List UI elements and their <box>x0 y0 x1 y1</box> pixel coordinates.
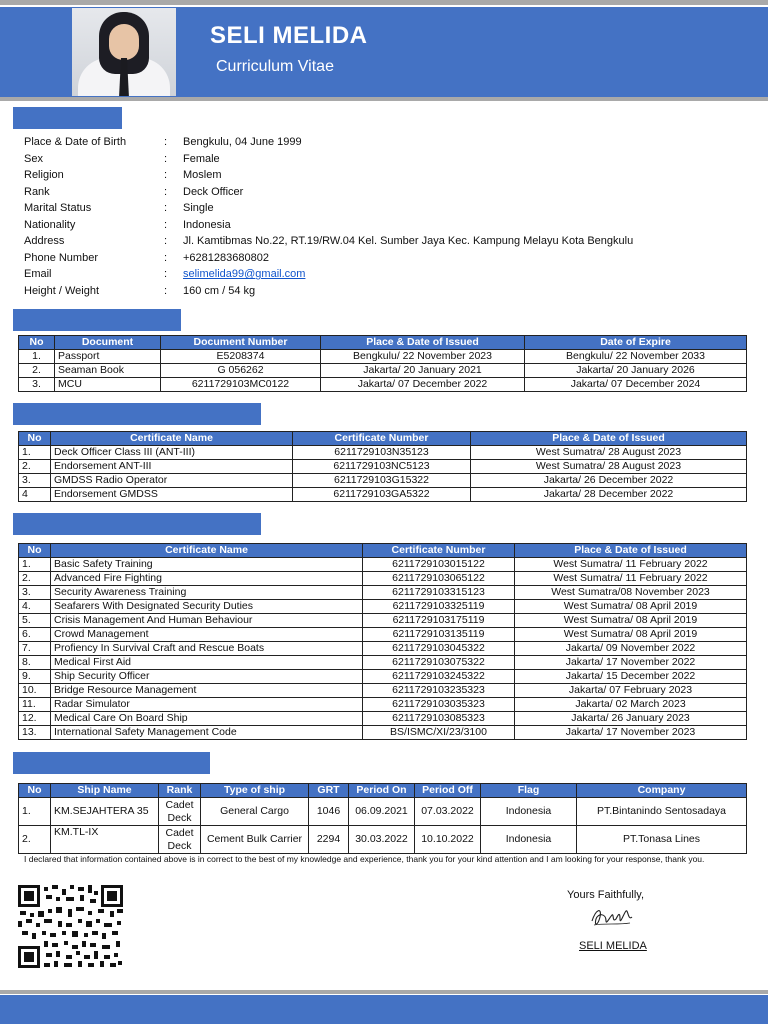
table-cell: Jakarta/ 09 November 2022 <box>515 642 747 656</box>
table-cell: Medical Care On Board Ship <box>51 712 363 726</box>
table-cell: 3. <box>19 474 51 488</box>
document-subtitle: Curriculum Vitae <box>216 58 334 75</box>
column-header: Certificate Name <box>51 544 363 558</box>
column-header: Type of ship <box>201 784 309 798</box>
footer-rule <box>0 990 768 994</box>
table-row <box>19 712 747 726</box>
table-cell: 07.03.2022 <box>415 798 481 826</box>
top-rule <box>0 0 768 5</box>
table-cell: 2. <box>19 826 51 854</box>
table-cell: 8. <box>19 656 51 670</box>
table-cell: 6211729103MC0122 <box>161 378 321 392</box>
column-header: No <box>19 432 51 446</box>
header-rule <box>0 97 768 101</box>
table-cell: GMDSS Radio Operator <box>51 474 293 488</box>
table-cell: 6211729103135119 <box>363 628 515 642</box>
info-colon: : <box>164 202 168 215</box>
table-cell: 6211729103315123 <box>363 586 515 600</box>
table-cell: 10.10.2022 <box>415 826 481 854</box>
table-cell: 6211729103NC5123 <box>293 460 471 474</box>
column-header: Certificate Number <box>363 544 515 558</box>
table-cell: Jakarta/ 20 January 2021 <box>321 364 525 378</box>
table-cell: 13. <box>19 726 51 740</box>
table-cell: KM.SEJAHTERA 35 <box>51 798 159 826</box>
table-row <box>19 364 747 378</box>
table-cell: Jakarta/ 20 January 2026 <box>525 364 747 378</box>
table-cell: 10. <box>19 684 51 698</box>
table-cell: 2. <box>19 460 51 474</box>
column-header: Place & Date of Issued <box>321 336 525 350</box>
table-cell: Endorsement GMDSS <box>51 488 293 502</box>
table-row <box>19 600 747 614</box>
table-row <box>19 826 747 854</box>
table-cell: Cadet Deck <box>159 798 201 826</box>
table-cell: Ship Security Officer <box>51 670 363 684</box>
table-cell: International Safety Management Code <box>51 726 363 740</box>
table-cell: West Sumatra/08 November 2023 <box>515 586 747 600</box>
table-cell: 1. <box>19 446 51 460</box>
table-cell: 6211729103235323 <box>363 684 515 698</box>
info-value: Female <box>183 152 220 165</box>
declaration-text: I declared that information contained above is in correct to the best of my knowledge and experience, thank you for your kind attention and I am looking for your response, thank you. <box>24 854 705 864</box>
table-row <box>19 558 747 572</box>
info-row <box>24 151 754 168</box>
table-header-row <box>19 544 747 558</box>
info-colon: : <box>164 185 168 198</box>
column-header: Ship Name <box>51 784 159 798</box>
column-header: Period Off <box>415 784 481 798</box>
info-label: Nationality <box>24 218 76 231</box>
info-colon: : <box>164 152 168 165</box>
column-header: Flag <box>481 784 577 798</box>
table-cell: 06.09.2021 <box>349 798 415 826</box>
column-header: GRT <box>309 784 349 798</box>
table-cell: 6211729103325119 <box>363 600 515 614</box>
table-row <box>19 698 747 712</box>
table-cell: PT.Bintanindo Sentosadaya <box>577 798 747 826</box>
info-label: Address <box>24 235 65 248</box>
table-cell: Security Awareness Training <box>51 586 363 600</box>
table-cell: Indonesia <box>481 826 577 854</box>
table-cell: West Sumatra/ 28 August 2023 <box>471 446 747 460</box>
info-value: Jl. Kamtibmas No.22, RT.19/RW.04 Kel. Sumber Jaya Kec. Kampung Melayu Kota Bengkulu <box>183 235 634 248</box>
competency-table <box>18 431 747 502</box>
info-row <box>24 233 754 250</box>
competency-section-bar <box>13 403 261 425</box>
info-colon: : <box>164 169 168 182</box>
info-colon: : <box>164 284 168 297</box>
sea-experience-section-bar <box>13 752 210 774</box>
table-cell: General Cargo <box>201 798 309 826</box>
table-cell: 3. <box>19 586 51 600</box>
info-colon: : <box>164 136 168 149</box>
table-cell: Jakarta/ 07 December 2022 <box>321 378 525 392</box>
table-cell: G 056262 <box>161 364 321 378</box>
table-cell: Basic Safety Training <box>51 558 363 572</box>
profile-photo <box>72 8 176 96</box>
table-cell: BS/ISMC/XI/23/3100 <box>363 726 515 740</box>
table-cell: 3. <box>19 378 55 392</box>
info-value: +6281283680802 <box>183 251 269 264</box>
table-cell: PT.Tonasa Lines <box>577 826 747 854</box>
table-cell: Seaman Book <box>55 364 161 378</box>
proficiency-section-bar <box>13 513 261 535</box>
table-row <box>19 474 747 488</box>
info-value: Deck Officer <box>183 185 244 198</box>
column-header: Document <box>55 336 161 350</box>
info-label: Email <box>24 268 52 281</box>
table-cell: 2294 <box>309 826 349 854</box>
table-cell: KM.TL-IX <box>51 826 159 854</box>
table-cell: Jakarta/ 15 December 2022 <box>515 670 747 684</box>
table-row <box>19 614 747 628</box>
table-cell: Jakarta/ 17 November 2022 <box>515 656 747 670</box>
info-row <box>24 134 754 151</box>
table-cell: 6211729103075322 <box>363 656 515 670</box>
column-header: Period On <box>349 784 415 798</box>
table-row <box>19 460 747 474</box>
table-row <box>19 378 747 392</box>
table-cell: West Sumatra/ 11 February 2022 <box>515 558 747 572</box>
table-cell: 11. <box>19 698 51 712</box>
table-cell: Bengkulu/ 22 November 2033 <box>525 350 747 364</box>
table-cell: 7. <box>19 642 51 656</box>
table-cell: Radar Simulator <box>51 698 363 712</box>
table-row <box>19 656 747 670</box>
table-cell: 30.03.2022 <box>349 826 415 854</box>
table-row <box>19 488 747 502</box>
table-cell: Profiency In Survival Craft and Rescue Boats <box>51 642 363 656</box>
info-label: Height / Weight <box>24 284 100 297</box>
table-cell: Jakarta/ 07 February 2023 <box>515 684 747 698</box>
table-cell: 6211729103GA5322 <box>293 488 471 502</box>
info-row <box>24 283 754 300</box>
table-cell: Indonesia <box>481 798 577 826</box>
column-header: Certificate Name <box>51 432 293 446</box>
table-cell: 6211729103175119 <box>363 614 515 628</box>
info-value: Moslem <box>183 169 222 182</box>
table-row <box>19 586 747 600</box>
qr-code <box>18 885 123 968</box>
column-header: No <box>19 544 51 558</box>
table-cell: Passport <box>55 350 161 364</box>
info-value: Indonesia <box>183 218 231 231</box>
table-cell: E5208374 <box>161 350 321 364</box>
table-header-row <box>19 784 747 798</box>
table-cell: 1. <box>19 558 51 572</box>
table-cell: Bengkulu/ 22 November 2023 <box>321 350 525 364</box>
table-row <box>19 670 747 684</box>
info-row <box>24 250 754 267</box>
table-cell: Cadet Deck <box>159 826 201 854</box>
table-cell: West Sumatra/ 08 April 2019 <box>515 628 747 642</box>
table-cell: 6211729103G15322 <box>293 474 471 488</box>
table-row <box>19 798 747 826</box>
table-cell: Cement Bulk Carrier <box>201 826 309 854</box>
table-cell: Crowd Management <box>51 628 363 642</box>
table-cell: Jakarta/ 07 December 2024 <box>525 378 747 392</box>
table-row <box>19 628 747 642</box>
info-label: Rank <box>24 185 50 198</box>
documents-table <box>18 335 747 392</box>
info-colon: : <box>164 218 168 231</box>
info-value: 160 cm / 54 kg <box>183 284 256 297</box>
table-cell: Jakarta/ 26 December 2022 <box>471 474 747 488</box>
table-cell: West Sumatra/ 28 August 2023 <box>471 460 747 474</box>
table-cell: Jakarta/ 17 November 2023 <box>515 726 747 740</box>
table-row <box>19 684 747 698</box>
table-cell: West Sumatra/ 08 April 2019 <box>515 600 747 614</box>
table-cell: 9. <box>19 670 51 684</box>
column-header: Document Number <box>161 336 321 350</box>
table-cell: 6211729103N35123 <box>293 446 471 460</box>
column-header: Place & Date of Issued <box>471 432 747 446</box>
sea-experience-table <box>18 783 747 854</box>
personal-details <box>24 134 754 299</box>
documents-section-bar <box>13 309 181 331</box>
table-cell: Advanced Fire Fighting <box>51 572 363 586</box>
column-header: No <box>19 336 55 350</box>
info-row <box>24 200 754 217</box>
info-label: Phone Number <box>24 251 98 264</box>
table-row <box>19 350 747 364</box>
table-cell: Medical First Aid <box>51 656 363 670</box>
table-cell: 5. <box>19 614 51 628</box>
table-cell: 6211729103245322 <box>363 670 515 684</box>
table-row <box>19 726 747 740</box>
table-cell: Jakarta/ 28 December 2022 <box>471 488 747 502</box>
column-header: Date of Expire <box>525 336 747 350</box>
table-cell: 12. <box>19 712 51 726</box>
column-header: Company <box>577 784 747 798</box>
table-cell: West Sumatra/ 08 April 2019 <box>515 614 747 628</box>
table-cell: Seafarers With Designated Security Duties <box>51 600 363 614</box>
footer-banner <box>0 995 768 1024</box>
column-header: Rank <box>159 784 201 798</box>
info-label: Marital Status <box>24 202 92 215</box>
table-header-row <box>19 432 747 446</box>
table-cell: 1046 <box>309 798 349 826</box>
table-cell: Jakarta/ 26 January 2023 <box>515 712 747 726</box>
info-colon: : <box>164 268 168 281</box>
table-cell: 6211729103085323 <box>363 712 515 726</box>
proficiency-table <box>18 543 747 740</box>
closing-salutation: Yours Faithfully, <box>567 889 645 901</box>
candidate-name: SELI MELIDA <box>210 22 368 49</box>
info-row <box>24 184 754 201</box>
table-cell: 6211729103045322 <box>363 642 515 656</box>
table-cell: 6211729103065122 <box>363 572 515 586</box>
info-label: Sex <box>24 152 43 165</box>
signature-mark <box>588 903 636 931</box>
table-cell: Crisis Management And Human Behaviour <box>51 614 363 628</box>
info-label: Religion <box>24 169 64 182</box>
table-cell: Jakarta/ 02 March 2023 <box>515 698 747 712</box>
table-header-row <box>19 336 747 350</box>
table-cell: 4. <box>19 600 51 614</box>
info-value: Bengkulu, 04 June 1999 <box>183 136 302 149</box>
table-row <box>19 446 747 460</box>
table-cell: MCU <box>55 378 161 392</box>
column-header: No <box>19 784 51 798</box>
table-row <box>19 572 747 586</box>
table-cell: 2. <box>19 364 55 378</box>
table-cell: Deck Officer Class III (ANT-III) <box>51 446 293 460</box>
table-cell: 6211729103035323 <box>363 698 515 712</box>
table-cell: Bridge Resource Management <box>51 684 363 698</box>
table-cell: 1. <box>19 798 51 826</box>
table-cell: 1. <box>19 350 55 364</box>
column-header: Certificate Number <box>293 432 471 446</box>
table-cell: 2. <box>19 572 51 586</box>
table-cell: 4 <box>19 488 51 502</box>
personal-section-bar <box>13 107 122 129</box>
table-cell: 6211729103015122 <box>363 558 515 572</box>
table-cell: 6. <box>19 628 51 642</box>
table-cell: West Sumatra/ 11 February 2022 <box>515 572 747 586</box>
info-row <box>24 167 754 184</box>
info-colon: : <box>164 235 168 248</box>
email-link[interactable]: selimelida99@gmail.com <box>183 268 306 281</box>
info-row <box>24 266 754 283</box>
info-value: Single <box>183 202 214 215</box>
table-row <box>19 642 747 656</box>
column-header: Place & Date of Issued <box>515 544 747 558</box>
info-colon: : <box>164 251 168 264</box>
info-row <box>24 217 754 234</box>
signatory-name: SELI MELIDA <box>579 940 647 952</box>
table-cell: Endorsement ANT-III <box>51 460 293 474</box>
info-label: Place & Date of Birth <box>24 136 127 149</box>
